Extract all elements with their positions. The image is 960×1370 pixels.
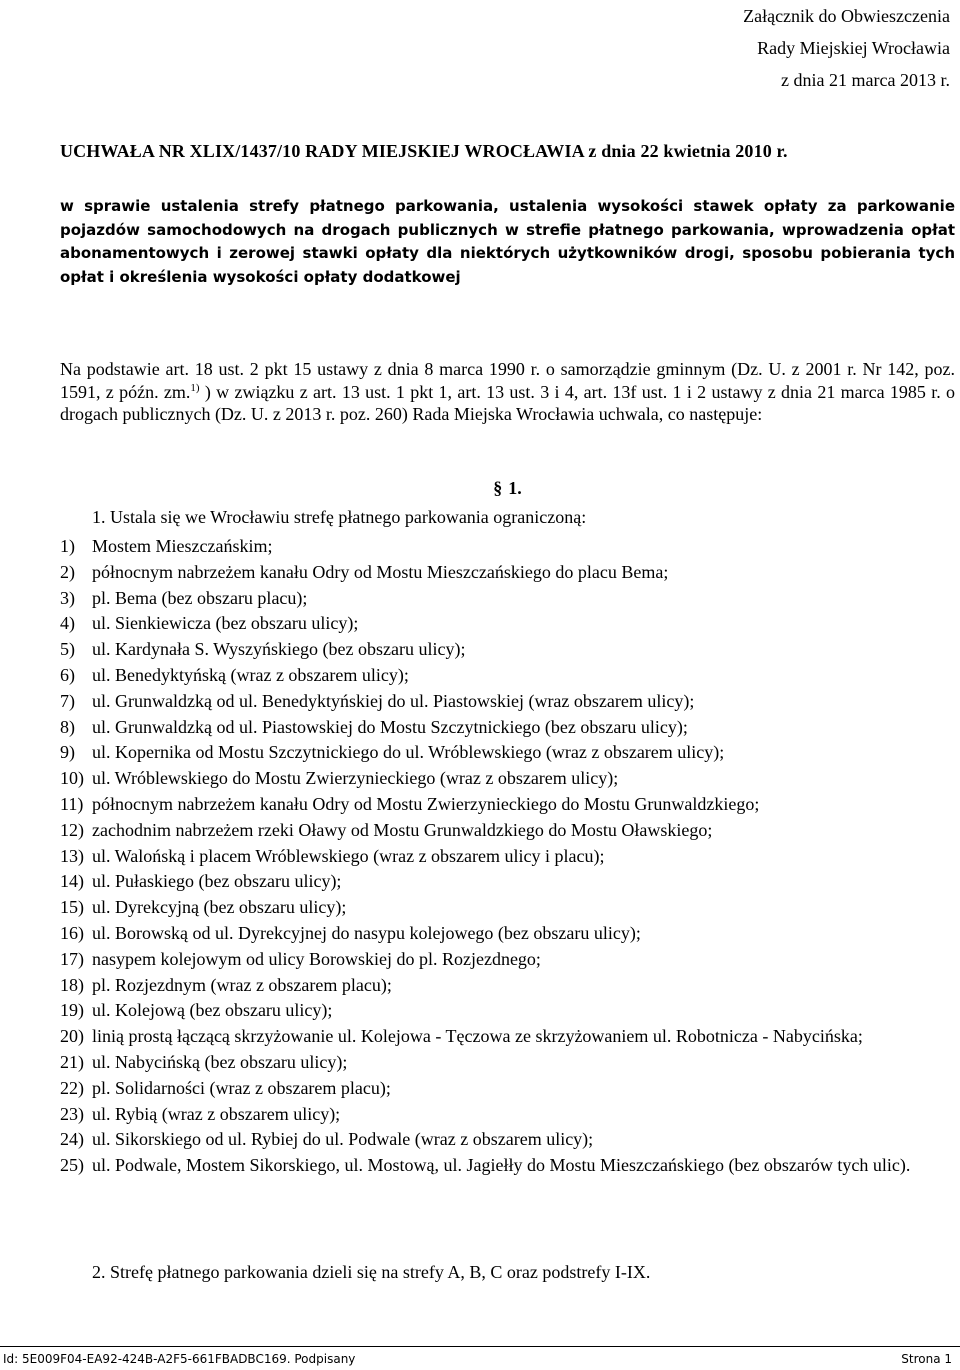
- list-item-text: linią prostą łączącą skrzyżowanie ul. Kolejowa - Tęczowa ze skrzyżowaniem ul. Robotnicza - Nabycińska;: [92, 1026, 863, 1047]
- list-item-number: 13): [60, 845, 84, 866]
- legal-basis-text-1: Na podstawie art. 18 ust. 2 pkt 15 ustawy z dnia 8 marca 1990 r. o samorządzie gminnym (Dz. U. z 2001 r. Nr 142, poz. 1591, z późn. zm.: [60, 359, 955, 402]
- list-item: [60, 611, 955, 637]
- list-item: [60, 689, 955, 715]
- boundary-list: [60, 534, 955, 1179]
- footer-divider: [0, 1346, 960, 1347]
- list-item-number: 3): [60, 587, 75, 608]
- list-item: [60, 818, 955, 844]
- list-item: [60, 1050, 955, 1076]
- list-item-text: ul. Kardynała S. Wyszyńskiego (bez obszaru ulicy);: [92, 639, 466, 660]
- attachment-header: [550, 0, 950, 96]
- list-item: [60, 586, 955, 612]
- list-item: [60, 663, 955, 689]
- list-item-number: 15): [60, 897, 84, 918]
- resolution-subject: w sprawie ustalenia strefy płatnego parkowania, ustalenia wysokości stawek opłaty za parkowanie pojazdów samochodowych na drogach publicznych w strefie płatnego parkowania, wprowadzenia opłat abonamentowych i zerowej stawki opłaty dla niektórych użytkowników drogi, sposobu pobierania tych opłat i określenia wysokości opłaty dodatkowej: [60, 197, 955, 286]
- list-item-number: 17): [60, 948, 84, 969]
- list-item-number: 19): [60, 1000, 84, 1021]
- list-item-text: Mostem Mieszczańskim;: [92, 536, 273, 556]
- paragraph-1-intro: 1. Ustala się we Wrocławiu strefę płatnego parkowania ograniczoną:: [92, 507, 587, 527]
- list-item-number: 12): [60, 819, 84, 840]
- list-item-text: ul. Pułaskiego (bez obszaru ulicy);: [92, 871, 342, 892]
- legal-basis-text-2: ) w związku z art. 13 ust. 1 pkt 1, art. 13 ust. 3 i 4, art. 13f ust. 1 i 2 ustawy z dnia 21 marca 1985 r. o drogach publicznych (Dz. U. z 2013 r. poz. 260) Rada Miejska Wrocławia uchwala, co następuje:: [60, 381, 956, 424]
- list-item-number: 4): [60, 613, 75, 634]
- list-item: [60, 766, 955, 792]
- list-item-text: ul. Grunwaldzką od ul. Piastowskiej do Mostu Szczytnickiego (bez obszaru ulicy);: [92, 716, 688, 737]
- list-item: [60, 895, 955, 921]
- list-item-text: ul. Grunwaldzką od ul. Benedyktyńskiej do ul. Piastowskiej (wraz obszarem ulicy);: [92, 690, 695, 711]
- list-item-number: 8): [60, 716, 75, 737]
- list-item: [60, 1127, 955, 1153]
- list-item: [60, 740, 955, 766]
- list-item-text: zachodnim nabrzeżem rzeki Oławy od Mostu Grunwaldzkiego do Mostu Oławskiego;: [92, 819, 713, 840]
- resolution-title: UCHWAŁA NR XLIX/1437/10 RADY MIEJSKIEJ WROCŁAWIA z dnia 22 kwietnia 2010 r.: [60, 141, 788, 161]
- list-item-number: 25): [60, 1155, 84, 1176]
- list-item: [60, 1024, 955, 1050]
- list-item-text: ul. Dyrekcyjną (bez obszaru ulicy);: [92, 897, 347, 918]
- footnote-ref: 1): [190, 381, 200, 394]
- list-item-number: 11): [60, 793, 84, 814]
- document-id: Id: 5E009F04-EA92-424B-A2F5-661FBADBC169. Podpisany: [3, 1352, 356, 1366]
- list-item: [60, 1076, 955, 1102]
- list-item-number: 6): [60, 664, 75, 685]
- list-item-text: ul. Sienkiewicza (bez obszaru ulicy);: [92, 613, 359, 634]
- list-item-number: 1): [60, 536, 75, 556]
- list-item: [60, 560, 955, 586]
- list-item: [60, 998, 955, 1024]
- list-item-text: ul. Wróblewskiego do Mostu Zwierzynieckiego (wraz z obszarem ulicy);: [92, 768, 619, 789]
- header-line-1: Załącznik do Obwieszczenia: [743, 6, 950, 26]
- section-number: 1.: [508, 478, 522, 498]
- list-item-number: 2): [60, 561, 75, 582]
- list-item: [60, 921, 955, 947]
- list-item-text: północnym nabrzeżem kanału Odry od Mostu Zwierzynieckiego do Mostu Grunwaldzkiego;: [92, 793, 760, 814]
- header-line-3: z dnia 21 marca 2013 r.: [781, 70, 950, 90]
- list-item-number: 18): [60, 974, 84, 995]
- list-item-text: pl. Rozjezdnym (wraz z obszarem placu);: [92, 974, 392, 995]
- list-item-text: ul. Kolejową (bez obszaru ulicy);: [92, 1000, 333, 1021]
- list-item-text: pl. Solidarności (wraz z obszarem placu);: [92, 1077, 391, 1098]
- list-item-number: 24): [60, 1129, 84, 1150]
- list-item: [60, 947, 955, 973]
- list-item-text: północnym nabrzeżem kanału Odry od Mostu Mieszczańskiego do placu Bema;: [92, 561, 669, 582]
- list-item-text: ul. Benedyktyńską (wraz z obszarem ulicy);: [92, 664, 409, 685]
- list-item-text: ul. Podwale, Mostem Sikorskiego, ul. Mostową, ul. Jagiełły do Mostu Mieszczańskiego (bez obszarów tych ulic).: [92, 1155, 911, 1176]
- list-item: [60, 1102, 955, 1128]
- list-item-number: 21): [60, 1051, 84, 1072]
- list-item-number: 14): [60, 871, 84, 892]
- list-item: [60, 869, 955, 895]
- list-item: [60, 534, 955, 560]
- list-item: [60, 792, 955, 818]
- list-item: [60, 715, 955, 741]
- list-item-text: ul. Walońską i placem Wróblewskiego (wraz z obszarem ulicy i placu);: [92, 845, 605, 866]
- list-item-number: 16): [60, 922, 84, 943]
- list-item-text: pl. Bema (bez obszaru placu);: [92, 587, 308, 608]
- list-item: [60, 844, 955, 870]
- list-item-number: 23): [60, 1103, 84, 1124]
- list-item-text: ul. Kopernika od Mostu Szczytnickiego do ul. Wróblewskiego (wraz z obszarem ulicy);: [92, 742, 725, 763]
- list-item-number: 20): [60, 1026, 84, 1047]
- section-symbol: §: [493, 478, 503, 498]
- list-item-text: ul. Nabycińską (bez obszaru ulicy);: [92, 1051, 348, 1072]
- list-item-number: 22): [60, 1077, 84, 1098]
- list-item-number: 5): [60, 639, 75, 660]
- list-item-number: 7): [60, 690, 75, 711]
- list-item-text: ul. Borowską od ul. Dyrekcyjnej do nasypu kolejowego (bez obszaru ulicy);: [92, 922, 641, 943]
- section-heading: [60, 478, 955, 499]
- list-item-text: ul. Sikorskiego od ul. Rybiej do ul. Podwale (wraz z obszarem ulicy);: [92, 1129, 594, 1150]
- list-item-number: 9): [60, 742, 75, 763]
- header-line-2: Rady Miejskiej Wrocławia: [757, 38, 950, 58]
- list-item: [60, 637, 955, 663]
- list-item-text: ul. Rybią (wraz z obszarem ulicy);: [92, 1103, 341, 1124]
- page-number: Strona 1: [901, 1352, 952, 1366]
- list-item: [60, 973, 955, 999]
- list-item: [60, 1153, 955, 1179]
- legal-basis: [60, 358, 955, 426]
- list-item-text: nasypem kolejowym od ulicy Borowskiej do pl. Rozjezdnego;: [92, 948, 541, 969]
- paragraph-2: 2. Strefę płatnego parkowania dzieli się na strefy A, B, C oraz podstrefy I-IX.: [92, 1262, 651, 1282]
- list-item-number: 10): [60, 768, 84, 789]
